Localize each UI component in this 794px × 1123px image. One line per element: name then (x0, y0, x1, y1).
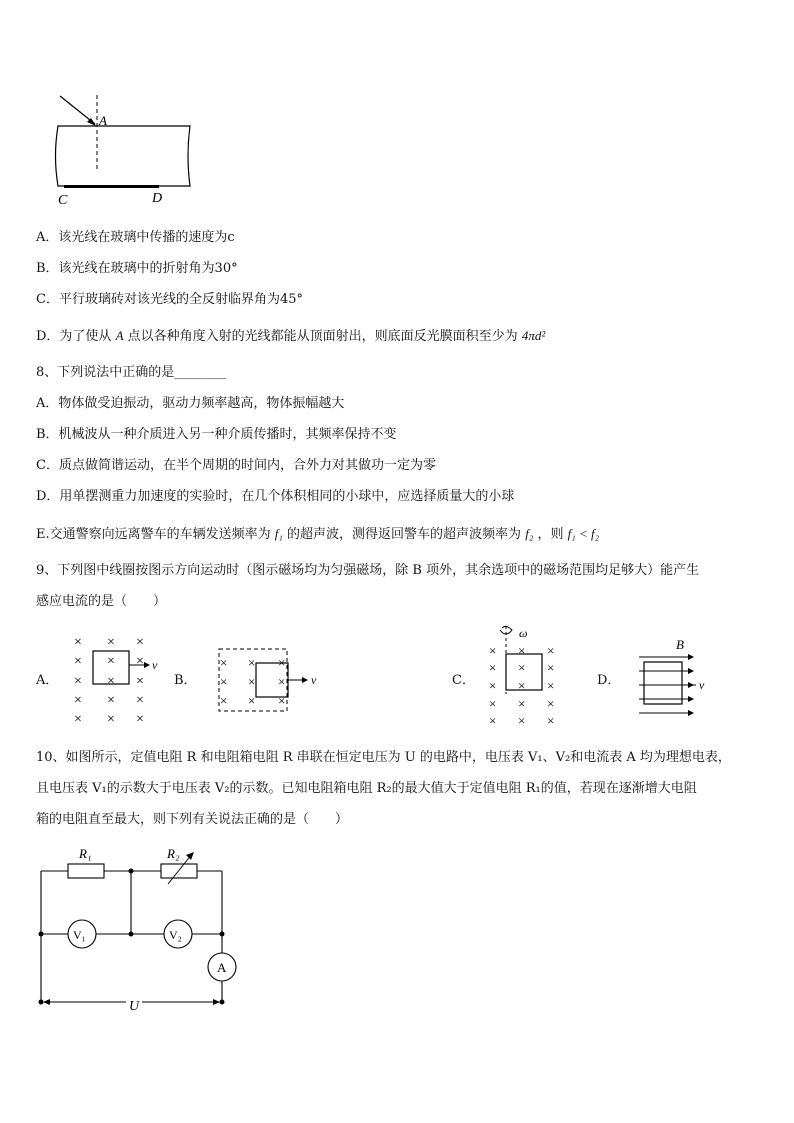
field-cross: × (518, 713, 526, 728)
q7-option-b: B．该光线在玻璃中的折射角为30° (36, 261, 238, 276)
q7-option-d-var: A (115, 328, 124, 343)
field-cross: × (136, 693, 144, 708)
field-cross: × (278, 655, 286, 670)
q8-option-e-relation: f₁ < f₂ (567, 526, 600, 541)
q9-figure-a (70, 632, 170, 732)
field-cross: × (489, 660, 497, 675)
q8-option-e-pre: E.交通警察向远离警车的车辆发送频率为 (36, 527, 271, 542)
field-cross: × (489, 696, 497, 711)
field-cross: × (278, 674, 286, 689)
coil-d (644, 662, 682, 704)
q9-figure-d (636, 635, 716, 720)
label-r1: R₁ (79, 846, 92, 861)
q9-stem-line1: 9、下列图中线圈按图示方向运动时（图示磁场均为匀强磁场，除 B 项外，其余选项中的磁场范围均足够大）能产生 (36, 563, 700, 578)
q7-option-d-pre: D．为了使从 (36, 329, 112, 344)
svg-text:A: A (217, 960, 227, 975)
field-cross: × (489, 678, 497, 693)
field-cross: × (518, 643, 526, 658)
q9-label-d: D． (597, 673, 621, 688)
q8-option-a: A．物体做受迫振动，驱动力频率越高，物体振幅越大 (36, 396, 345, 411)
q8-option-e (36, 526, 599, 543)
q8-option-e-f2: f₂ (525, 526, 534, 541)
q8-option-e-post: ，则 (537, 527, 564, 542)
field-cross: × (278, 693, 286, 708)
field-cross: × (248, 693, 256, 708)
q9-stem-line2: 感应电流的是（ ） (36, 594, 167, 609)
q7-option-d-post: 点以各种角度入射的光线都能从顶面射出，则底面反光膜面积至少为 (127, 329, 518, 344)
field-label-d: B (676, 637, 684, 652)
field-cross: × (547, 660, 555, 675)
label-C: C (58, 193, 68, 208)
field-cross: × (107, 635, 115, 650)
field-cross: × (74, 654, 82, 669)
q7-option-c: C．平行玻璃砖对该光线的全反射临界角为45° (36, 292, 303, 307)
field-cross: × (107, 693, 115, 708)
q9-figure-b (216, 644, 336, 716)
label-A: A (99, 113, 107, 128)
q8-option-d: D．用单摆测重力加速度的实验时，在几个体积相同的小球中，应选择质量大的小球 (36, 489, 515, 504)
q7-option-d-formula: 4πd² (521, 328, 546, 343)
circuit-figure (30, 840, 250, 1015)
svg-text:V₂: V₂ (169, 928, 182, 942)
cross-grid-a (74, 635, 144, 727)
field-cross: × (136, 674, 144, 689)
field-cross: × (74, 693, 82, 708)
field-cross: × (136, 712, 144, 727)
field-cross: × (74, 674, 82, 689)
field-cross: × (248, 655, 256, 670)
q10-stem-line3: 箱的电阻直至最大，则下列有关说法正确的是（ ） (36, 812, 349, 827)
field-cross: × (518, 660, 526, 675)
field-cross: × (107, 674, 115, 689)
resistor-r1 (68, 864, 104, 878)
glass-slab-figure (40, 90, 210, 210)
field-cross: × (107, 712, 115, 727)
q8-option-b: B．机械波从一种介质进入另一种介质传播时，其频率保持不变 (36, 427, 397, 442)
q7-option-d (36, 328, 545, 345)
q10-stem-line1: 10、如图所示，定值电阻 R 和电阻箱电阻 R 串联在恒定电压为 U 的电路中，电压表 V₁、V₂和电流表 A 均为理想电表， (36, 750, 731, 765)
field-cross: × (220, 693, 228, 708)
q8-option-e-f1: f₁ (274, 526, 283, 541)
label-u: U (129, 999, 140, 1014)
reflective-film (64, 185, 159, 188)
field-cross: × (220, 674, 228, 689)
q10-stem-line2: 且电压表 V₁的示数大于电压表 V₂的示数。已知电阻箱电阻 R₂的最大值大于定值电阻 R₁的值，若现在逐渐增大电阻 (36, 781, 697, 796)
field-cross: × (518, 696, 526, 711)
field-cross: × (489, 643, 497, 658)
field-cross: × (136, 635, 144, 650)
cross-grid-c (489, 643, 554, 728)
velocity-label-b: v (311, 673, 317, 687)
field-cross: × (547, 713, 555, 728)
field-cross: × (547, 678, 555, 693)
field-cross: × (220, 655, 228, 670)
q8-option-c: C．质点做简谐运动，在半个周期的时间内，合外力对其做功一定为零 (36, 458, 436, 473)
field-cross: × (248, 674, 256, 689)
q9-label-a: A． (36, 673, 59, 688)
velocity-label-a: v (152, 658, 158, 672)
field-cross: × (136, 654, 144, 669)
q7-option-a: A．该光线在玻璃中传播的速度为c (36, 230, 235, 245)
field-cross: × (107, 654, 115, 669)
field-cross: × (74, 712, 82, 727)
velocity-label-d: v (699, 678, 705, 692)
svg-text:V₁: V₁ (73, 928, 86, 942)
label-r2: R₂ (167, 846, 180, 861)
q9-figure-c (484, 622, 564, 737)
label-D: D (152, 191, 163, 206)
omega-label: ω (519, 626, 528, 640)
field-cross: × (547, 643, 555, 658)
q9-label-c: C． (452, 673, 475, 688)
field-cross: × (547, 696, 555, 711)
field-cross: × (518, 678, 526, 693)
field-cross: × (74, 635, 82, 650)
q8-stem: 8、下列说法中正确的是________ (36, 365, 227, 380)
q8-option-e-mid: 的超声波，测得返回警车的超声波频率为 (287, 527, 522, 542)
field-cross: × (489, 713, 497, 728)
q9-label-b: B． (174, 673, 197, 688)
slab-outline (56, 126, 191, 186)
